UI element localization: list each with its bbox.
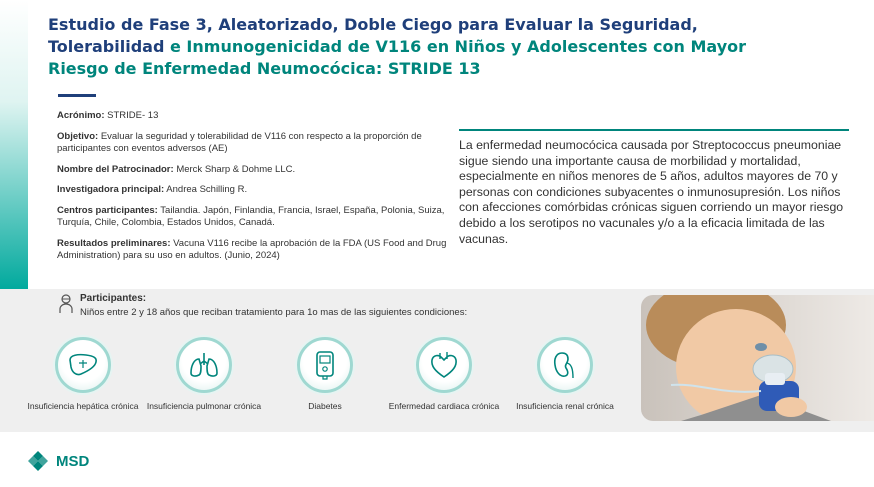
lungs-icon (187, 348, 221, 382)
participants-description: Niños entre 2 y 18 años que reciban tratamiento para 1o mas de las siguientes condiciones: (80, 307, 468, 318)
condition-label-liver: Insuficiencia hepática crónica (27, 401, 139, 411)
heart-icon (427, 348, 461, 382)
title-part-1: Estudio de Fase 3, Aleatorizado, Doble Ciego para Evaluar la Seguridad, Tolerabilidad (48, 15, 698, 56)
left-accent-bar (0, 0, 28, 290)
msd-logo-icon (26, 449, 50, 473)
study-info (57, 110, 447, 271)
person-icon (58, 293, 74, 315)
msd-logo (26, 449, 89, 473)
child-inhaler-photo (641, 295, 874, 421)
info-acronym: Acrónimo: STRIDE- 13 (57, 110, 159, 121)
intro-paragraph: La enfermedad neumocócica causada por Streptococcus pneumoniae sigue siendo una importante causa de morbilidad y mortalidad, especialmente en niños menores de 5 años, adultos mayores de 70 y personas con condiciones subyacentes o inmunosupresión. Los niños con afecciones comórbidas crónicas siguen corriendo un mayor riesgo debido a los serotipos no vacunales y/o a la eficacia limitada de las vacunas. (459, 138, 844, 246)
info-centers: Centros participantes: Tailandia. Japón, Finlandia, Francia, Israel, España, Polonia, Suiza, Turquía, Chile, Colombia, Estados Unidos, Canadá. (57, 204, 445, 228)
info-investigator: Investigadora principal: Andrea Schilling R. (57, 184, 248, 195)
condition-diabetes (265, 337, 385, 412)
liver-icon (66, 348, 100, 382)
info-sponsor: Nombre del Patrocinador: Merck Sharp & Dohme LLC. (57, 163, 296, 175)
condition-label-lungs: Insuficiencia pulmonar crónica (146, 401, 262, 411)
info-objective: Objetivo: Evaluar la seguridad y tolerabilidad de V116 con respecto a la proporción de participantes con eventos adversos (AE) (57, 130, 422, 154)
title-part-2: e Inmunogenicidad de V116 en Niños y Adolescentes con Mayor Riesgo de Enfermedad Neumocócica: STRIDE 13 (48, 37, 747, 78)
kidney-icon (548, 348, 582, 382)
page-title (48, 14, 808, 80)
title-underline (58, 94, 96, 97)
condition-lungs (144, 337, 264, 412)
participants-heading: Participantes: (80, 293, 147, 304)
condition-label-kidney: Insuficiencia renal crónica (516, 401, 614, 411)
intro-divider (459, 129, 849, 131)
condition-heart (384, 337, 504, 412)
condition-label-diabetes: Diabetes (308, 401, 342, 411)
condition-liver (23, 337, 143, 412)
glucometer-icon (308, 348, 342, 382)
condition-label-heart: Enfermedad cardiaca crónica (388, 401, 500, 411)
condition-kidney (505, 337, 625, 412)
info-results: Resultados preliminares: Vacuna V116 recibe la aprobación de la FDA (US Food and Drug Administration) para su uso en adultos. (Junio, 2024) (57, 237, 447, 261)
msd-logo-text: MSD (56, 452, 90, 470)
